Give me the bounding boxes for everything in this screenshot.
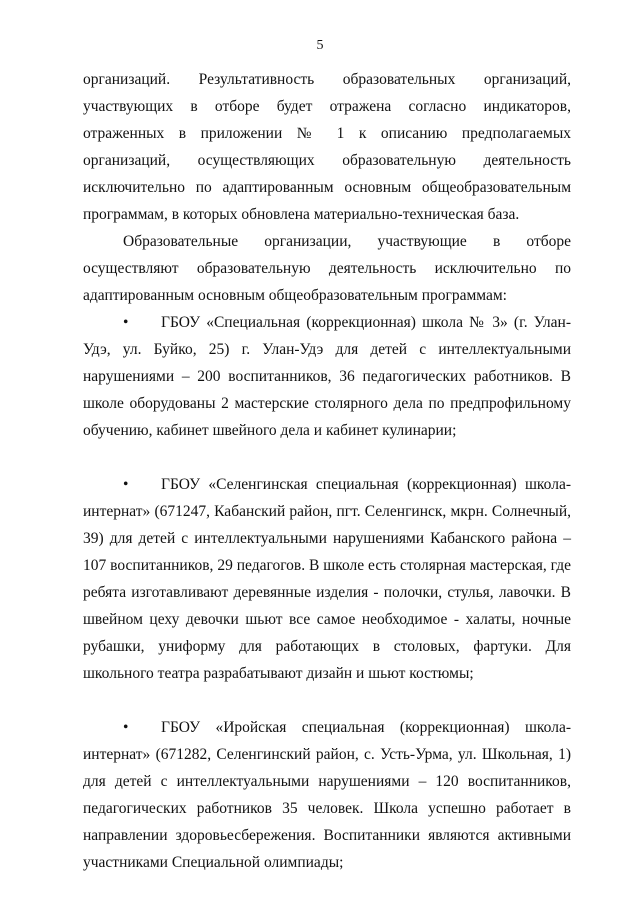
list-item — [83, 471, 571, 687]
paragraph-organizations-intro: Образовательные организации, участвующие в отборе осуществляют образовательную деятельность исключительно по адаптированным основным общеобразовательным программам: — [83, 233, 571, 304]
bullet-icon: • — [123, 314, 129, 331]
list-item — [83, 309, 571, 444]
bullet-icon: • — [123, 719, 129, 736]
bullet-icon: • — [123, 476, 129, 493]
document-body — [83, 66, 571, 876]
list-item-text: ГБОУ «Иройская специальная (коррекционная) школа-интернат» (671282, Селенгинский район, с. Усть-Урма, ул. Школьная, 1) для детей с интеллектуальными нарушениями – 120 воспитанников, педагогических работников 35 человек. Школа успешно работает в направлении здоровьесбережения. Воспитанники являются активными участниками Специальной олимпиады; — [83, 719, 571, 871]
paragraph-results: организаций. Результативность образовательных организаций, участвующих в отборе будет отражена согласно индикаторов, отраженных в приложении № 1 к описанию предполагаемых организаций, осуществляющих образовательную деятельность исключительно по адаптированным основным общеобразовательным программам, в которых обновлена материально-техническая база. — [83, 71, 571, 223]
list-item — [83, 714, 571, 876]
list-item-text: ГБОУ «Специальная (коррекционная) школа № 3» (г. Улан-Удэ, ул. Буйко, 25) г. Улан-Удэ для детей с интеллектуальными нарушениями – 200 воспитанников, 36 педагогических работников. В школе оборудованы 2 мастерские столярного дела по предпрофильному обучению, кабинет швейного дела и кабинет кулинарии; — [83, 314, 571, 439]
page-number: 5 — [316, 38, 324, 53]
list-item-text: ГБОУ «Селенгинская специальная (коррекционная) школа-интернат» (671247, Кабанский район, пгт. Селенгинск, мкрн. Солнечный, 39) для детей с интеллектуальными нарушениями Кабанского района – 107 воспитанников, 29 педагогов. В школе есть столярная мастерская, где ребята изготавливают деревянные изделия - полочки, стулья, лавочки. В швейном цеху девочки шьют все самое необходимое - халаты, ночные рубашки, униформу для работающих в столовых, фартуки. Для школьного театра разрабатывают дизайн и шьют костюмы; — [83, 476, 571, 682]
